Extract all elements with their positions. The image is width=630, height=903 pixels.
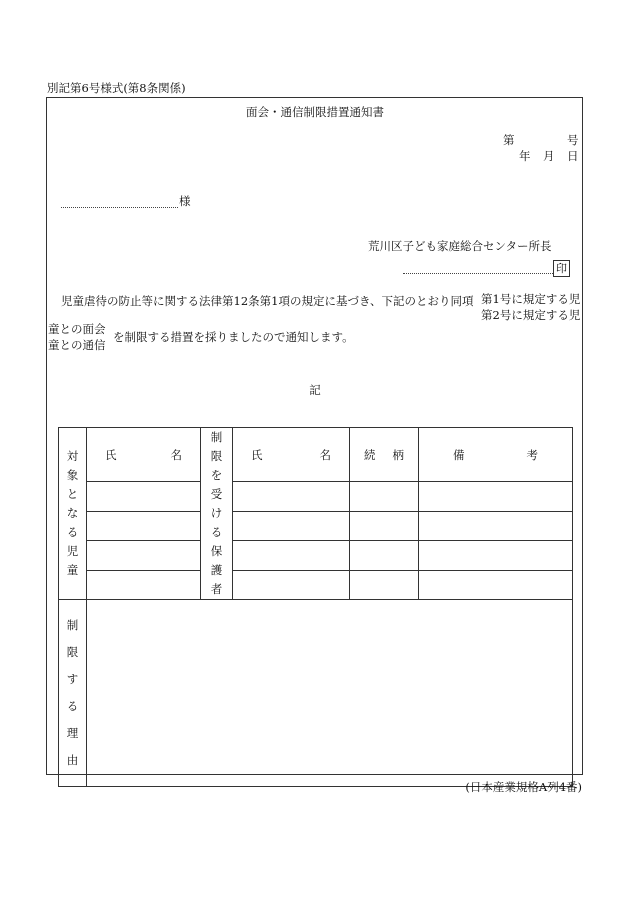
remarks-char-2: 考	[526, 447, 538, 462]
option-1-continued: 童との面会	[48, 322, 106, 336]
child-label-cell	[59, 428, 87, 600]
guardian-label: 制限を受ける保護者	[210, 430, 223, 596]
guardian-name-char-1: 氏	[251, 447, 263, 462]
relation-cell[interactable]	[350, 511, 419, 540]
child-name-char-2: 名	[170, 447, 182, 462]
number-suffix: 号	[567, 133, 579, 147]
table-row	[59, 511, 573, 540]
addressee-line[interactable]	[61, 207, 178, 208]
remarks-cell[interactable]	[419, 570, 573, 600]
child-name-cell[interactable]	[87, 570, 201, 600]
table-row	[59, 570, 573, 600]
guardian-name-cell[interactable]	[233, 570, 350, 600]
details-table	[58, 427, 573, 787]
form-number-label: 別記第6号様式(第8条関係)	[47, 81, 186, 95]
child-label: 対象となる児童	[66, 449, 79, 577]
guardian-name-char-2: 名	[319, 447, 331, 462]
document-title: 面会・通信制限措置通知書	[246, 105, 384, 119]
issuer-signature-line[interactable]	[403, 273, 553, 274]
relation-char-1: 続	[364, 447, 376, 462]
guardian-name-cell[interactable]	[233, 482, 350, 511]
child-name-cell[interactable]	[87, 541, 201, 570]
table-row	[59, 482, 573, 511]
relation-header	[350, 428, 419, 482]
guardian-name-cell[interactable]	[233, 541, 350, 570]
date-month: 月	[543, 149, 555, 163]
option-2: 第2号に規定する児	[481, 308, 581, 322]
child-name-cell[interactable]	[87, 511, 201, 540]
remarks-cell[interactable]	[419, 511, 573, 540]
relation-char-2: 柄	[392, 447, 404, 462]
remarks-cell[interactable]	[419, 482, 573, 511]
remarks-cell[interactable]	[419, 541, 573, 570]
child-name-char-1: 氏	[105, 447, 117, 462]
relation-cell[interactable]	[350, 482, 419, 511]
ki-heading: 記	[309, 383, 321, 397]
guardian-label-cell	[201, 428, 233, 600]
date-day: 日	[567, 149, 579, 163]
option-1: 第1号に規定する児	[481, 292, 581, 306]
child-name-cell[interactable]	[87, 482, 201, 511]
option-2-continued: 童との通信	[48, 338, 106, 352]
paper-size-note: (日本産業規格A列4番)	[465, 780, 582, 794]
number-prefix: 第	[503, 133, 515, 147]
body-line-1: 児童虐待の防止等に関する法律第12条第1項の規定に基づき、下記のとおり同項	[61, 294, 474, 308]
guardian-name-cell[interactable]	[233, 511, 350, 540]
guardian-name-header	[233, 428, 350, 482]
addressee-suffix: 様	[179, 194, 191, 208]
date-year: 年	[519, 149, 531, 163]
reason-row	[59, 600, 573, 787]
relation-cell[interactable]	[350, 570, 419, 600]
reason-label: 制限する理由	[66, 618, 79, 767]
body-line-2: を制限する措置を採りましたので通知します。	[113, 330, 354, 344]
table-row	[59, 541, 573, 570]
reason-content-cell[interactable]	[87, 600, 573, 787]
seal-mark: 印	[553, 260, 570, 277]
relation-cell[interactable]	[350, 541, 419, 570]
remarks-char-1: 備	[453, 447, 465, 462]
child-name-header	[87, 428, 201, 482]
reason-label-cell	[59, 600, 87, 787]
table-header-row	[59, 428, 573, 482]
issuer-name: 荒川区子ども家庭総合センター所長	[368, 239, 552, 253]
remarks-header	[419, 428, 573, 482]
